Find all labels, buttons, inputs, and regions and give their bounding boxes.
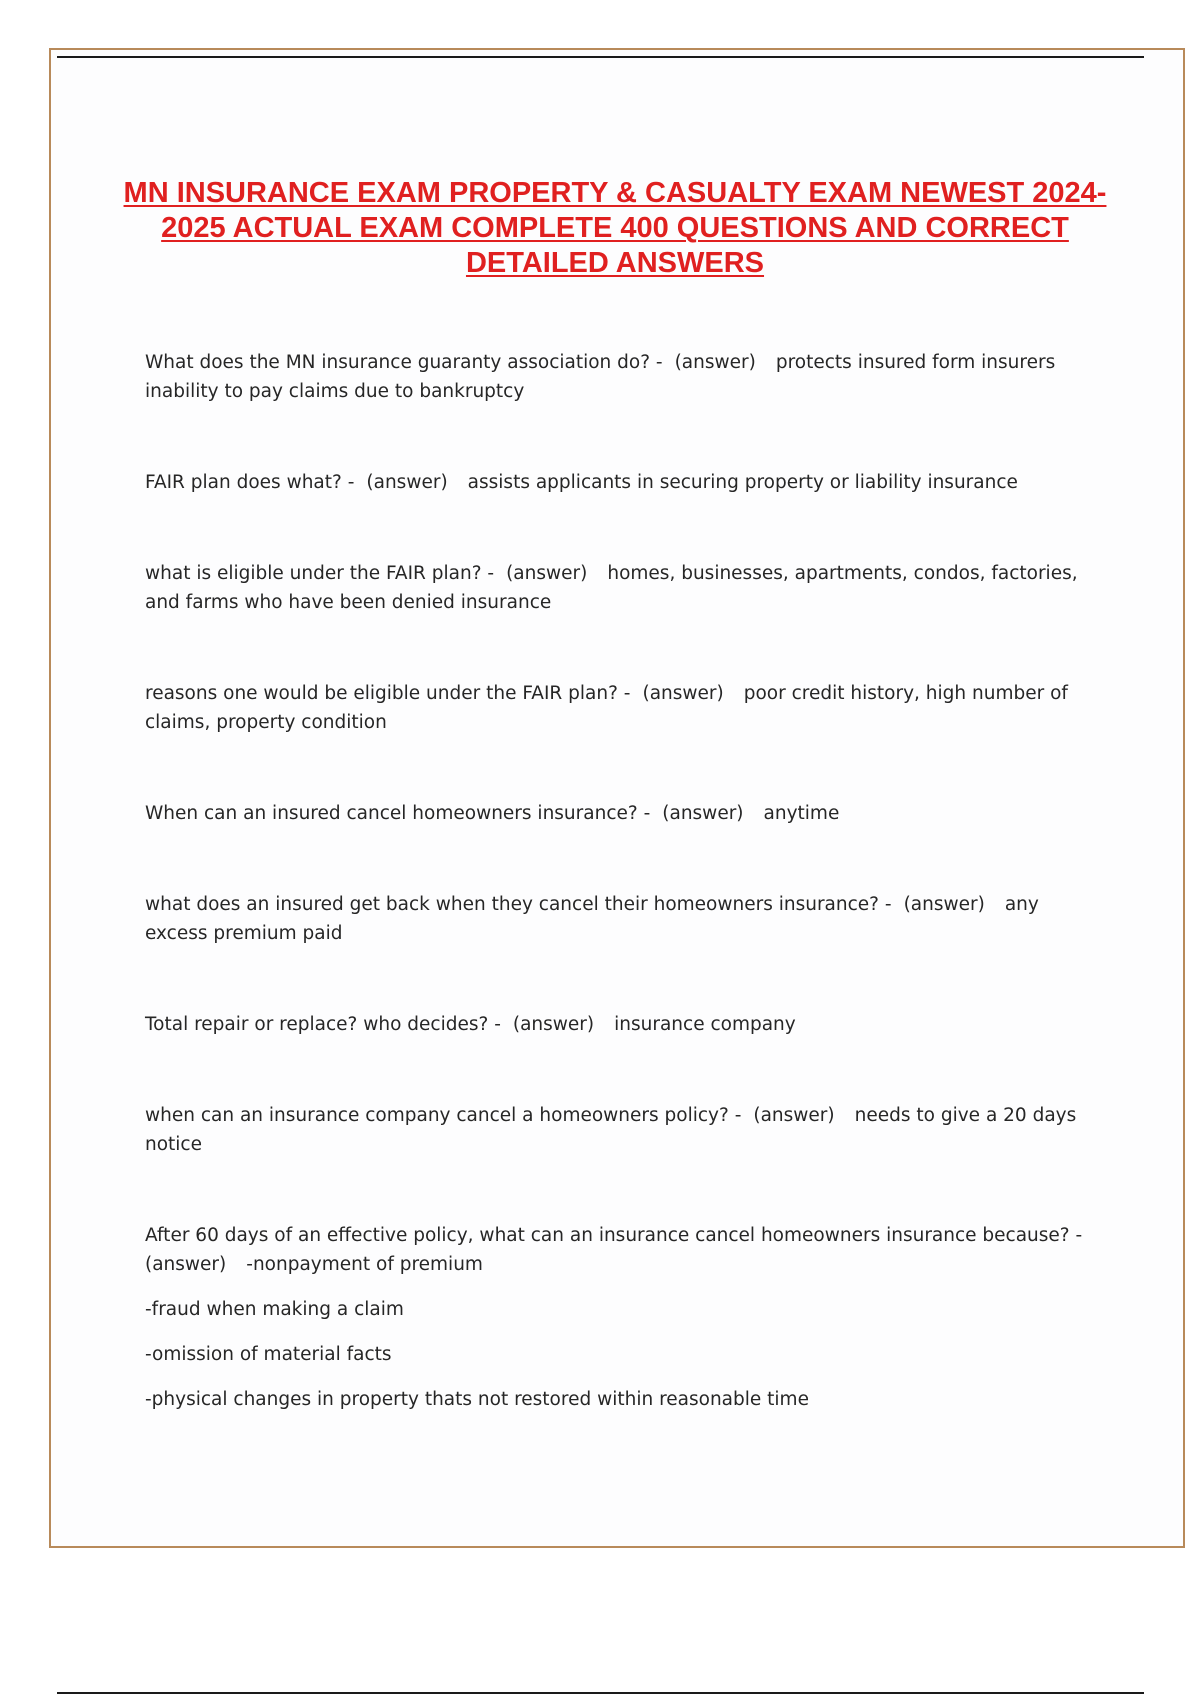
question-text: What does the MN insurance guaranty association do? -	[145, 352, 663, 373]
answer-text: protects insured form insurers inability to pay claims due to bankruptcy	[145, 352, 1056, 402]
document-title: MN INSURANCE EXAM PROPERTY & CASUALTY EXAM NEWEST 2024-2025 ACTUAL EXAM COMPLETE 400 QUESTIONS AND CORRECT DETAILED ANSWERS	[123, 177, 1107, 279]
qa-item	[145, 1101, 1095, 1159]
answer-text: -nonpayment of premium	[246, 1254, 483, 1275]
question-text: what is eligible under the FAIR plan? -	[145, 563, 495, 584]
answer-text: poor credit history, high number of claims, property condition	[145, 683, 1068, 733]
question-text: Total repair or replace? who decides? -	[145, 1014, 501, 1035]
qa-item	[145, 348, 1095, 406]
bottom-rule	[57, 1692, 1144, 1694]
qa-item	[145, 1010, 1095, 1039]
top-rule	[57, 56, 1144, 58]
qa-item	[145, 1221, 1095, 1414]
question-text: what does an insured get back when they cancel their homeowners insurance? -	[145, 894, 892, 915]
qa-item	[145, 559, 1095, 617]
answer-tag: (answer)	[642, 683, 724, 704]
answer-tag: (answer)	[903, 894, 985, 915]
answer-text: any excess premium paid	[145, 894, 1039, 944]
question-text: FAIR plan does what? -	[145, 472, 355, 493]
answer-text: insurance company	[614, 1014, 796, 1035]
answer-text: needs to give a 20 days notice	[145, 1105, 1077, 1155]
answer-tag: (answer)	[674, 352, 756, 373]
qa-item	[145, 799, 1095, 828]
question-text: reasons one would be eligible under the FAIR plan? -	[145, 683, 631, 704]
answer-text: assists applicants in securing property or liability insurance	[467, 472, 1018, 493]
answer-text: homes, businesses, apartments, condos, factories, and farms who have been denied insurance	[145, 563, 1078, 613]
answer-tag: (answer)	[512, 1014, 595, 1035]
qa-item	[145, 468, 1095, 497]
qa-list	[145, 348, 1095, 1476]
question-text: when can an insurance company cancel a homeowners policy? -	[145, 1105, 742, 1126]
qa-item	[145, 679, 1095, 737]
answer-tag: (answer)	[506, 563, 588, 584]
answer-line: -fraud when making a claim	[145, 1299, 404, 1320]
question-text: After 60 days of an effective policy, what can an insurance cancel homeowners insurance because? -	[145, 1225, 1083, 1246]
answer-tag: (answer)	[753, 1105, 835, 1126]
question-text: When can an insured cancel homeowners insurance? -	[145, 803, 651, 824]
answer-tag: (answer)	[662, 803, 744, 824]
answer-line: -physical changes in property thats not restored within reasonable time	[145, 1389, 809, 1410]
answer-tag: (answer)	[145, 1254, 227, 1275]
answer-tag: (answer)	[366, 472, 448, 493]
answer-line: -omission of material facts	[145, 1344, 392, 1365]
qa-item	[145, 890, 1095, 948]
answer-text: anytime	[763, 803, 840, 824]
